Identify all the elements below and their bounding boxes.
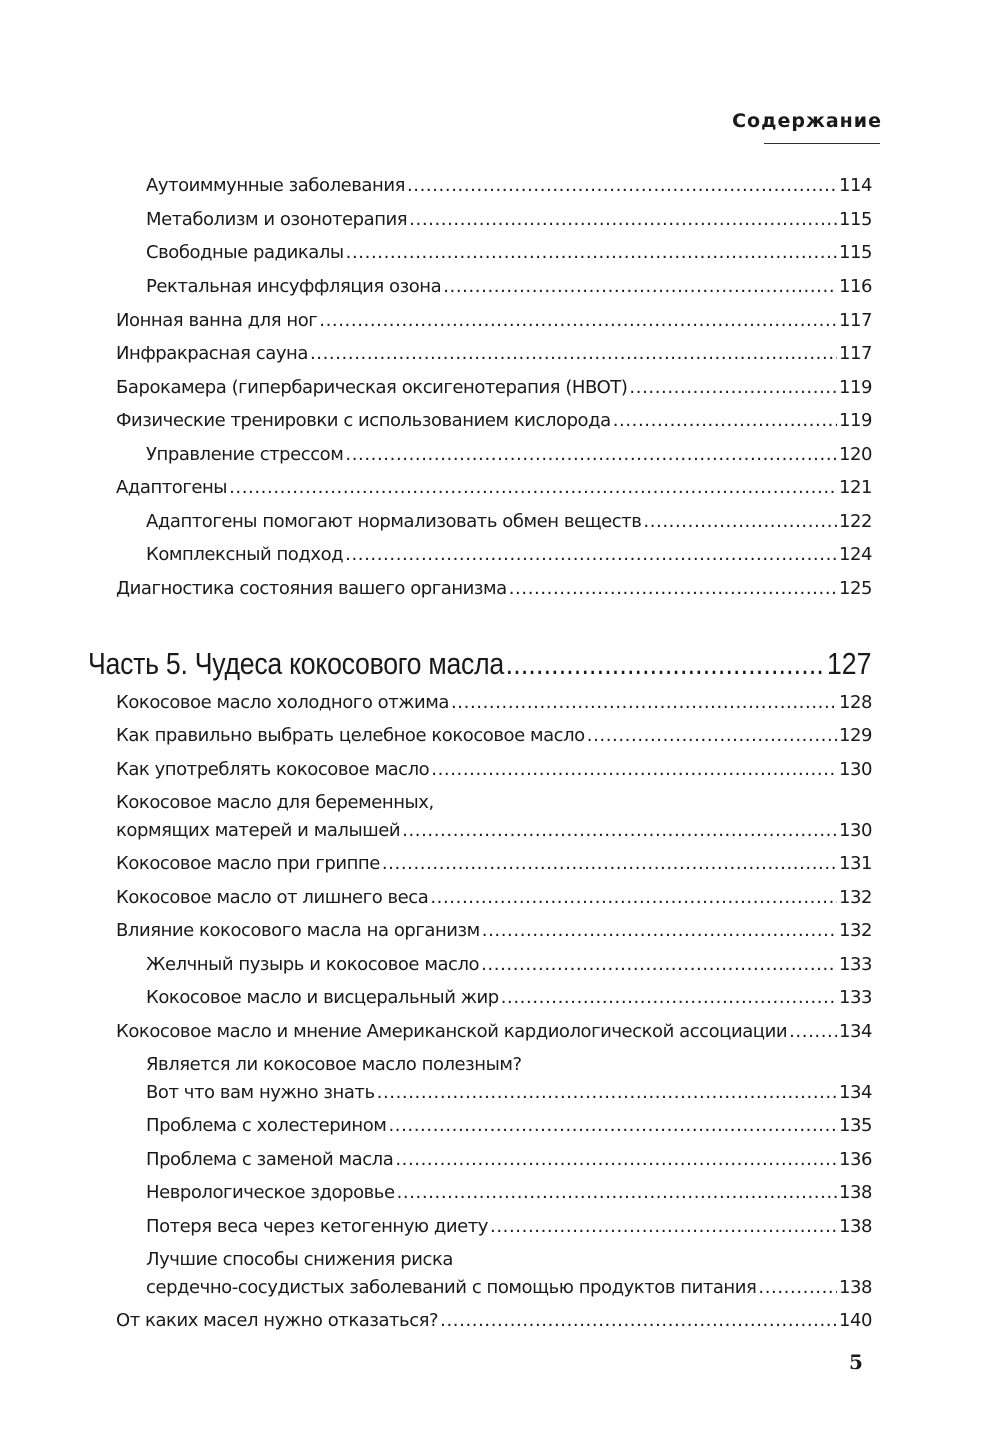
toc-entry-page: 135 — [838, 1115, 872, 1136]
toc-entry-page: 133 — [838, 987, 872, 1008]
toc-entry-title: Инфракрасная сауна — [116, 343, 308, 364]
toc-entry-page: 119 — [838, 410, 872, 431]
toc-entry-page: 138 — [838, 1277, 872, 1298]
toc-entry-title: Ионная ванна для ног — [116, 310, 318, 331]
toc-entry[interactable] — [146, 510, 872, 534]
toc-entry[interactable] — [146, 1148, 872, 1172]
toc-entry[interactable] — [116, 819, 872, 843]
toc-entry[interactable] — [146, 241, 872, 265]
toc-entry[interactable] — [146, 275, 872, 299]
toc-entry[interactable] — [146, 443, 872, 467]
toc-entry-title-line1[interactable]: Является ли кокосовое масло полезным? — [146, 1054, 522, 1075]
leader-dots — [440, 1309, 837, 1333]
running-head-title: Содержание — [732, 110, 882, 132]
toc-entry-title: Кокосовое масло и висцеральный жир — [146, 987, 499, 1008]
toc-entry[interactable] — [146, 953, 872, 977]
leader-dots — [481, 953, 837, 977]
leader-dots — [789, 1020, 837, 1044]
toc-entry-page: 132 — [838, 887, 872, 908]
toc-entry-title: Вот что вам нужно знать — [146, 1082, 375, 1103]
leader-dots — [319, 309, 837, 333]
toc-entry-page: 132 — [838, 920, 872, 941]
toc-entry-page: 117 — [838, 343, 872, 364]
leader-dots — [758, 1276, 837, 1300]
toc-entry[interactable] — [116, 577, 872, 601]
toc-entry[interactable] — [116, 919, 872, 943]
toc-entry-title-line1[interactable]: Кокосовое масло для беременных, — [116, 792, 434, 813]
toc-entry[interactable] — [146, 1215, 872, 1239]
leader-dots — [345, 543, 837, 567]
leader-dots — [482, 919, 837, 943]
toc-entry[interactable] — [146, 986, 872, 1010]
toc-entry[interactable] — [116, 476, 872, 500]
leader-dots — [430, 886, 837, 910]
toc-entry[interactable] — [146, 543, 872, 567]
toc-entry[interactable] — [116, 342, 872, 366]
toc-entry-page: 133 — [838, 954, 872, 975]
toc-entry-page: 119 — [838, 377, 872, 398]
toc-entry-title: Как употреблять кокосовое масло — [116, 759, 430, 780]
toc-entry-title: Проблема с холестерином — [146, 1115, 387, 1136]
leader-dots — [310, 342, 837, 366]
toc-entry-title: Барокамера (гипербарическая оксигенотерапия (HBOT) — [116, 377, 628, 398]
toc-entry[interactable] — [146, 208, 872, 232]
toc-entry-title: сердечно-сосудистых заболеваний с помощью продуктов питания — [146, 1277, 757, 1298]
leader-dots — [506, 644, 826, 684]
leader-dots — [629, 376, 837, 400]
toc-entry-page: 115 — [838, 242, 872, 263]
leader-dots — [377, 1081, 837, 1105]
toc-entry-page: 131 — [838, 853, 872, 874]
toc-entry[interactable] — [116, 309, 872, 333]
leader-dots — [490, 1215, 837, 1239]
toc-entry-title: Неврологическое здоровье — [146, 1182, 395, 1203]
toc-entry-page: 120 — [838, 444, 872, 465]
toc-entry-title: Комплексный подход — [146, 544, 344, 565]
toc-entry-page: 115 — [838, 209, 872, 230]
leader-dots — [409, 208, 837, 232]
leader-dots — [229, 476, 837, 500]
toc-entry-page: 130 — [838, 820, 872, 841]
toc-entry-page: 134 — [838, 1021, 872, 1042]
toc-entry[interactable] — [116, 1020, 872, 1044]
toc-entry[interactable] — [146, 1081, 872, 1105]
running-head — [700, 110, 882, 146]
part-heading[interactable] — [88, 644, 871, 684]
toc-entry[interactable] — [116, 376, 872, 400]
toc-entry-title: Адаптогены — [116, 477, 228, 498]
toc-entry[interactable] — [116, 1309, 872, 1333]
toc-entry-title: Проблема с заменой масла — [146, 1149, 394, 1170]
leader-dots — [407, 174, 837, 198]
toc-entry-page: 140 — [838, 1310, 872, 1331]
toc-entry-title: Кокосовое масло от лишнего веса — [116, 887, 429, 908]
toc-entry-title: Адаптогены помогают нормализовать обмен веществ — [146, 511, 642, 532]
leader-dots — [395, 1148, 837, 1172]
leader-dots — [431, 758, 837, 782]
leader-dots — [587, 724, 837, 748]
toc-entry[interactable] — [146, 1114, 872, 1138]
toc-entry-page: 136 — [838, 1149, 872, 1170]
toc-entry-title: Кокосовое масло холодного отжима — [116, 692, 449, 713]
toc-entry[interactable] — [116, 852, 872, 876]
part-heading-page: 127 — [826, 646, 872, 681]
part-heading-title: Часть 5. Чудеса кокосового масла — [88, 646, 504, 681]
toc-entry-page: 117 — [838, 310, 872, 331]
toc-entry-page: 124 — [838, 544, 872, 565]
toc-entry[interactable] — [146, 1181, 872, 1205]
leader-dots — [509, 577, 837, 601]
toc-entry-page: 138 — [838, 1182, 872, 1203]
toc-entry-page: 134 — [838, 1082, 872, 1103]
toc-entry[interactable] — [116, 409, 872, 433]
leader-dots — [346, 241, 837, 265]
toc-entry-title: кормящих матерей и малышей — [116, 820, 401, 841]
toc-entry-title: От каких масел нужно отказаться? — [116, 1310, 439, 1331]
running-head-rule — [764, 143, 880, 144]
toc-entry-title: Кокосовое масло при гриппе — [116, 853, 380, 874]
leader-dots — [388, 1114, 837, 1138]
toc-entry-page: 114 — [838, 175, 872, 196]
toc-entry-title: Свободные радикалы — [146, 242, 344, 263]
page-number: 5 — [849, 1350, 863, 1374]
toc-entry[interactable] — [146, 1276, 872, 1300]
toc-entry-title: Диагностика состояния вашего организма — [116, 578, 507, 599]
toc-entry[interactable] — [116, 886, 872, 910]
toc-entry-title: Ректальная инсуффляция озона — [146, 276, 442, 297]
toc-entry-page: 129 — [838, 725, 872, 746]
toc-entry[interactable] — [116, 691, 872, 715]
toc-entry-title: Метаболизм и озонотерапия — [146, 209, 408, 230]
toc-entry[interactable] — [116, 724, 872, 748]
leader-dots — [451, 691, 837, 715]
toc-entry-page: 125 — [838, 578, 872, 599]
toc-entry-title: Аутоиммунные заболевания — [146, 175, 405, 196]
toc-entry-page: 138 — [838, 1216, 872, 1237]
toc-entry-title: Физические тренировки с использованием кислорода — [116, 410, 611, 431]
toc-entry-title-line1[interactable]: Лучшие способы снижения риска — [146, 1249, 453, 1270]
toc-entry-title: Управление стрессом — [146, 444, 344, 465]
leader-dots — [613, 409, 837, 433]
leader-dots — [345, 443, 837, 467]
toc-entry-page: 116 — [838, 276, 872, 297]
toc-entry-page: 122 — [838, 511, 872, 532]
toc-entry-page: 130 — [838, 759, 872, 780]
toc-entry[interactable] — [116, 758, 872, 782]
leader-dots — [501, 986, 837, 1010]
toc-entry-title: Кокосовое масло и мнение Американской кардиологической ассоциации — [116, 1021, 788, 1042]
toc-entry-title: Потеря веса через кетогенную диету — [146, 1216, 489, 1237]
toc-entry[interactable] — [146, 174, 872, 198]
toc-entry-title: Влияние кокосового масла на организм — [116, 920, 480, 941]
toc-entry-title: Желчный пузырь и кокосовое масло — [146, 954, 480, 975]
leader-dots — [397, 1181, 837, 1205]
toc-entry-page: 128 — [838, 692, 872, 713]
leader-dots — [643, 510, 837, 534]
toc-entry-title: Как правильно выбрать целебное кокосовое масло — [116, 725, 585, 746]
leader-dots — [402, 819, 837, 843]
toc-entry-page: 121 — [838, 477, 872, 498]
leader-dots — [382, 852, 837, 876]
leader-dots — [443, 275, 837, 299]
